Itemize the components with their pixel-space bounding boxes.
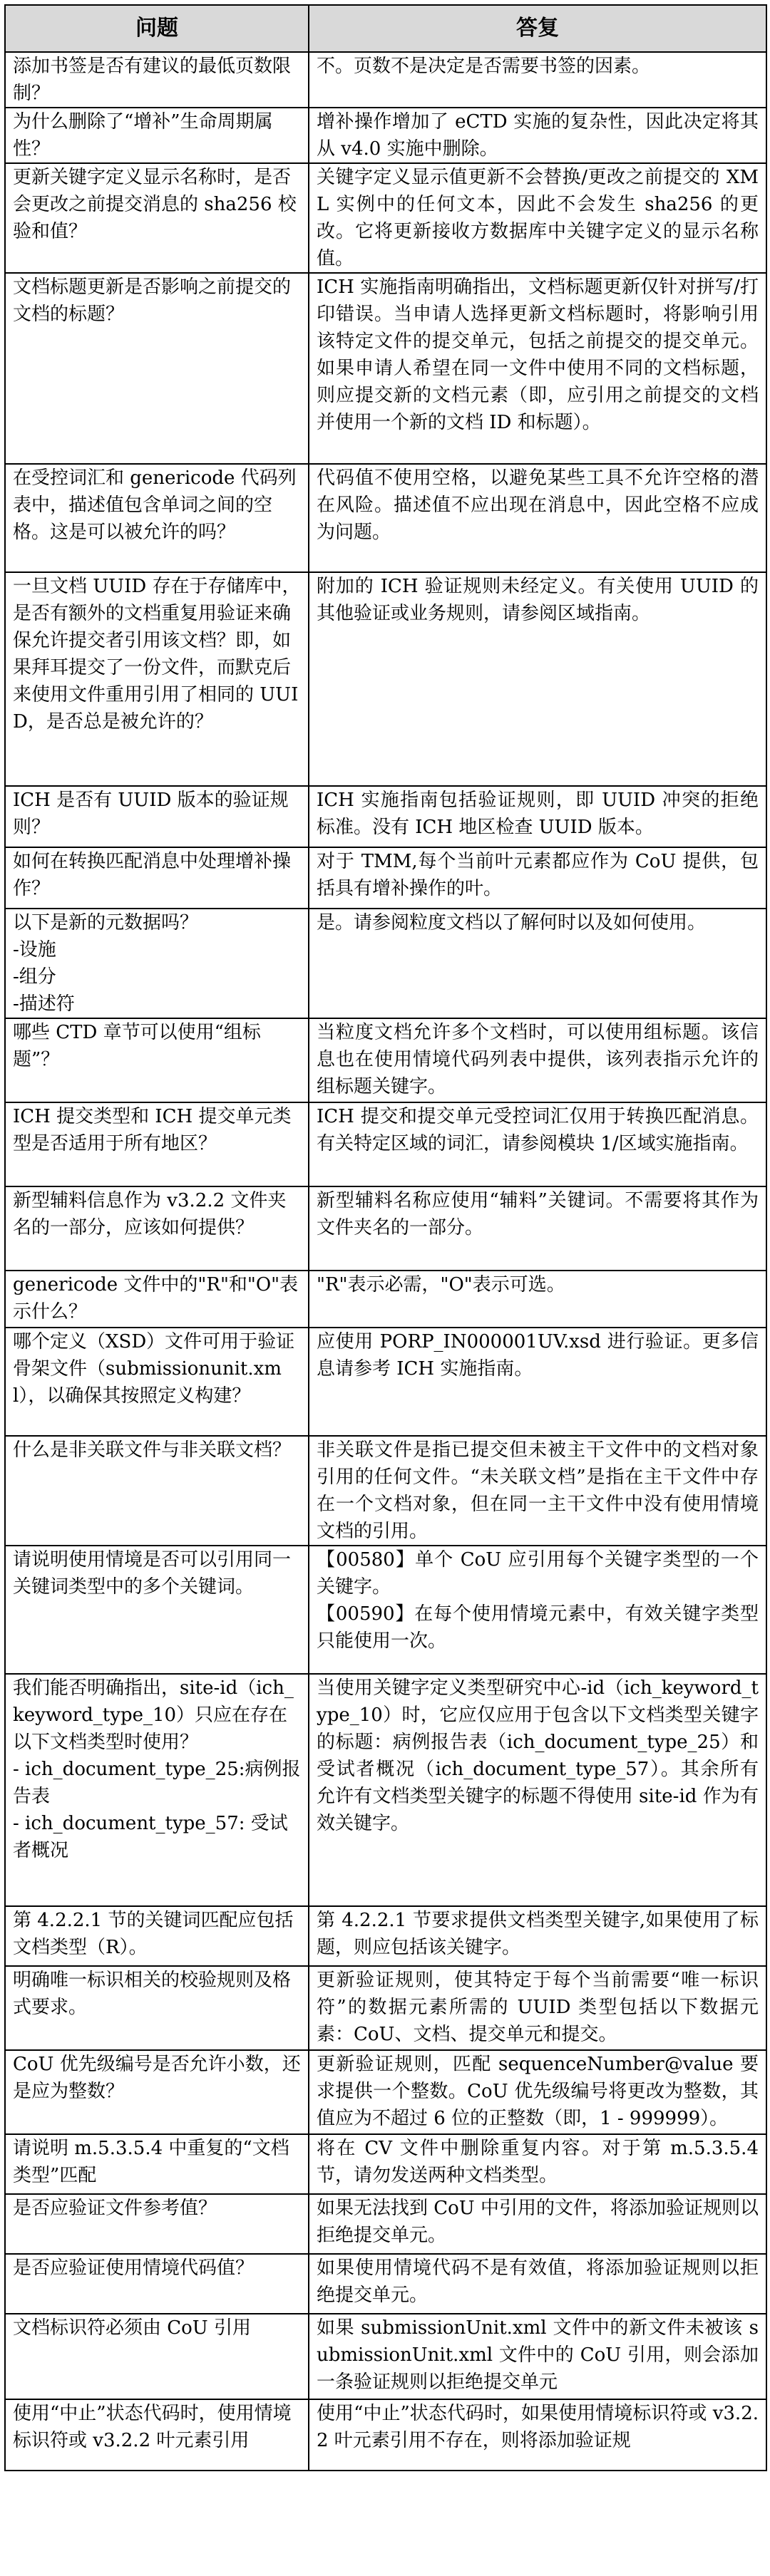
- table-row: [5, 1906, 766, 1966]
- question-cell: 哪些 CTD 章节可以使用“组标题”？: [5, 1018, 309, 1102]
- question-cell: 在受控词汇和 genericode 代码列表中，描述值包含单词之间的空格。这是可以被允许的吗？: [5, 464, 309, 572]
- answer-cell: 更新验证规则，使其特定于每个当前需要“唯一标识符”的数据元素所需的 UUID 类型包括以下数据元素：CoU、文档、提交单元和提交。: [309, 1966, 766, 2050]
- answer-cell: 当使用关键字定义类型研究中心-id（ich_keyword_type_10）时，它应仅应用于包含以下文档类型关键字的标题：病例报告表（ich_document_type_25）和受试者概况（ich_document_type_57）。其余所有允许有文档类型关键字的标题不得使用 site-id 作为有效关键字。: [309, 1674, 766, 1906]
- table-row: [5, 464, 766, 572]
- table-row: [5, 2254, 766, 2314]
- qa-table: [4, 4, 767, 2471]
- table-row: [5, 1546, 766, 1674]
- answer-cell: 增补操作增加了 eCTD 实施的复杂性，因此决定将其从 v4.0 实施中删除。: [309, 108, 766, 163]
- answer-cell: 当粒度文档允许多个文档时，可以使用组标题。该信息也在使用情境代码列表中提供，该列表指示允许的组标题关键字。: [309, 1018, 766, 1102]
- question-cell: 第 4.2.2.1 节的关键词匹配应包括文档类型（R）。: [5, 1906, 309, 1966]
- table-row: [5, 108, 766, 163]
- question-cell: 我们能否明确指出，site-id（ich_keyword_type_10）只应在存在以下文档类型时使用？ - ich_document_type_25:病例报告表 - ich_document_type_57: 受试者概况: [5, 1674, 309, 1906]
- table-row: [5, 2314, 766, 2399]
- table-row: [5, 572, 766, 786]
- question-cell: ICH 是否有 UUID 版本的验证规则？: [5, 786, 309, 847]
- answer-header: 答复: [309, 5, 766, 52]
- answer-cell: 第 4.2.2.1 节要求提供文档类型关键字,如果使用了标题，则应包括该关键字。: [309, 1906, 766, 1966]
- table-row: [5, 1102, 766, 1186]
- table-row: [5, 2050, 766, 2134]
- table-row: [5, 1271, 766, 1328]
- question-cell: 为什么删除了“增补”生命周期属性？: [5, 108, 309, 163]
- question-cell: 请说明使用情境是否可以引用同一关键词类型中的多个关键词。: [5, 1546, 309, 1674]
- table-row: [5, 2194, 766, 2254]
- question-cell: 是否应验证文件参考值？: [5, 2194, 309, 2254]
- answer-cell: 如果使用情境代码不是有效值，将添加验证规则以拒绝提交单元。: [309, 2254, 766, 2314]
- answer-cell: "R"表示必需，"O"表示可选。: [309, 1271, 766, 1328]
- question-cell: 哪个定义（XSD）文件可用于验证骨架文件（submissionunit.xml），以确保其按照定义构建？: [5, 1328, 309, 1436]
- question-cell: 明确唯一标识相关的校验规则及格式要求。: [5, 1966, 309, 2050]
- table-row: [5, 847, 766, 909]
- answer-cell: 附加的 ICH 验证规则未经定义。有关使用 UUID 的其他验证或业务规则，请参阅区域指南。: [309, 572, 766, 786]
- answer-cell: 如果 submissionUnit.xml 文件中的新文件未被该 submissionUnit.xml 文件中的 CoU 引用，则会添加一条验证规则以拒绝提交单元: [309, 2314, 766, 2399]
- question-cell: 是否应验证使用情境代码值？: [5, 2254, 309, 2314]
- table-row: [5, 909, 766, 1018]
- question-cell: genericode 文件中的"R"和"O"表示什么？: [5, 1271, 309, 1328]
- table-row: [5, 163, 766, 273]
- table-row: [5, 52, 766, 108]
- question-cell: ICH 提交类型和 ICH 提交单元类型是否适用于所有地区？: [5, 1102, 309, 1186]
- answer-cell: 关键字定义显示值更新不会替换/更改之前提交的 XML 实例中的任何文本，因此不会发生 sha256 的更改。它将更新接收方数据库中关键字定义的显示名称值。: [309, 163, 766, 273]
- table-row: [5, 1018, 766, 1102]
- answer-cell: 使用“中止”状态代码时，如果使用情境标识符或 v3.2.2 叶元素引用不存在，则将添加验证规: [309, 2399, 766, 2471]
- table-row: [5, 1436, 766, 1546]
- question-cell: 请说明 m.5.3.5.4 中重复的“文档类型”匹配: [5, 2134, 309, 2194]
- question-cell: 以下是新的元数据吗？ -设施 -组分 -描述符: [5, 909, 309, 1018]
- table-row: [5, 786, 766, 847]
- question-cell: 新型辅料信息作为 v3.2.2 文件夹名的一部分，应该如何提供？: [5, 1186, 309, 1271]
- answer-cell: 不。页数不是决定是否需要书签的因素。: [309, 52, 766, 108]
- answer-cell: 更新验证规则，匹配 sequenceNumber@value 要求提供一个整数。CoU 优先级编号将更改为整数，其值应为不超过 6 位的正整数（即，1 - 999999）。: [309, 2050, 766, 2134]
- answer-cell: ICH 实施指南包括验证规则，即 UUID 冲突的拒绝标准。没有 ICH 地区检查 UUID 版本。: [309, 786, 766, 847]
- answer-cell: 【00580】单个 CoU 应引用每个关键字类型的一个关键字。 【00590】在每个使用情境元素中，有效关键字类型只能使用一次。: [309, 1546, 766, 1674]
- question-cell: 更新关键字定义显示名称时，是否会更改之前提交消息的 sha256 校验和值？: [5, 163, 309, 273]
- question-cell: 文档标识符必须由 CoU 引用: [5, 2314, 309, 2399]
- table-row: [5, 273, 766, 464]
- answer-cell: ICH 实施指南明确指出，文档标题更新仅针对拼写/打印错误。当申请人选择更新文档标题时，将影响引用该特定文件的提交单元，包括之前提交的提交单元。如果申请人希望在同一文件中使用不同的文档标题，则应提交新的文档元素（即，应引用之前提交的文档并使用一个新的文档 ID 和标题）。: [309, 273, 766, 464]
- question-cell: 使用“中止”状态代码时，使用情境标识符或 v3.2.2 叶元素引用: [5, 2399, 309, 2471]
- table-row: [5, 1674, 766, 1906]
- answer-cell: 如果无法找到 CoU 中引用的文件，将添加验证规则以拒绝提交单元。: [309, 2194, 766, 2254]
- question-cell: 添加书签是否有建议的最低页数限制？: [5, 52, 309, 108]
- answer-cell: 代码值不使用空格，以避免某些工具不允许空格的潜在风险。描述值不应出现在消息中，因此空格不应成为问题。: [309, 464, 766, 572]
- header-row: [5, 5, 766, 52]
- question-cell: CoU 优先级编号是否允许小数，还是应为整数？: [5, 2050, 309, 2134]
- table-row: [5, 2134, 766, 2194]
- answer-cell: ICH 提交和提交单元受控词汇仅用于转换匹配消息。有关特定区域的词汇，请参阅模块 1/区域实施指南。: [309, 1102, 766, 1186]
- table-row: [5, 1966, 766, 2050]
- answer-cell: 将在 CV 文件中删除重复内容。对于第 m.5.3.5.4 节，请勿发送两种文档类型。: [309, 2134, 766, 2194]
- question-cell: 如何在转换匹配消息中处理增补操作？: [5, 847, 309, 909]
- question-header: 问题: [5, 5, 309, 52]
- answer-cell: 应使用 PORP_IN000001UV.xsd 进行验证。更多信息请参考 ICH 实施指南。: [309, 1328, 766, 1436]
- table-row: [5, 1328, 766, 1436]
- answer-cell: 非关联文件是指已提交但未被主干文件中的文档对象引用的任何文件。“未关联文档”是指在主干文件中存在一个文档对象，但在同一主干文件中没有使用情境文档的引用。: [309, 1436, 766, 1546]
- answer-cell: 是。请参阅粒度文档以了解何时以及如何使用。: [309, 909, 766, 1018]
- answer-cell: 对于 TMM,每个当前叶元素都应作为 CoU 提供，包括具有增补操作的叶。: [309, 847, 766, 909]
- answer-cell: 新型辅料名称应使用“辅料”关键词。不需要将其作为文件夹名的一部分。: [309, 1186, 766, 1271]
- question-cell: 一旦文档 UUID 存在于存储库中，是否有额外的文档重复用验证来确保允许提交者引用该文档？即，如果拜耳提交了一份文件，而默克后来使用文件重用引用了相同的 UUID，是否总是被允许的？: [5, 572, 309, 786]
- question-cell: 文档标题更新是否影响之前提交的文档的标题？: [5, 273, 309, 464]
- table-row: [5, 1186, 766, 1271]
- table-row: [5, 2399, 766, 2471]
- question-cell: 什么是非关联文件与非关联文档？: [5, 1436, 309, 1546]
